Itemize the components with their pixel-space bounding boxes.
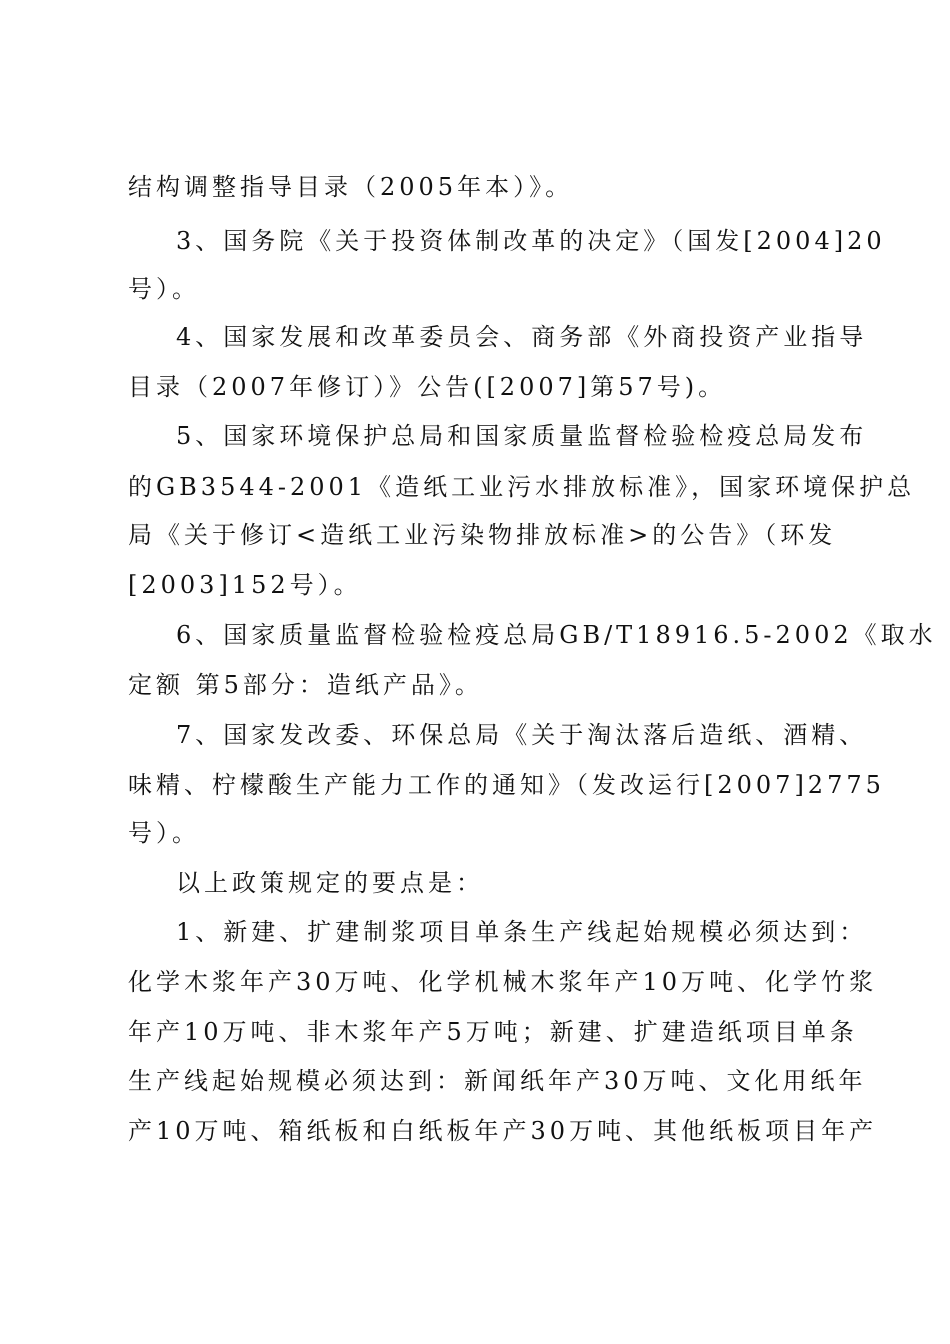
text-line: 目录（2007年修订）》公告([2007]第57号)。 — [128, 373, 727, 401]
text-line: 结构调整指导目录（2005年本）》。 — [128, 173, 574, 201]
text-line: 1、新建、扩建制浆项目单条生产线起始规模必须达到： — [176, 918, 868, 946]
text-line: 以上政策规定的要点是： — [176, 869, 484, 897]
text-line: 号）。 — [128, 275, 200, 303]
text-line: 4、国家发展和改革委员会、商务部《外商投资产业指导 — [176, 323, 868, 351]
text-line: 化学木浆年产30万吨、化学机械木浆年产10万吨、化学竹浆 — [128, 968, 878, 996]
text-line: 定额 第5部分：造纸产品》。 — [128, 671, 483, 699]
text-line: 生产线起始规模必须达到：新闻纸年产30万吨、文化用纸年 — [128, 1067, 867, 1095]
text-line: 号）。 — [128, 819, 200, 847]
text-line: 产10万吨、箱纸板和白纸板年产30万吨、其他纸板项目年产 — [128, 1117, 878, 1145]
text-line: 3、国务院《关于投资体制改革的决定》（国发[2004]20 — [176, 227, 886, 255]
text-line: 7、国家发改委、环保总局《关于淘汰落后造纸、酒精、 — [176, 721, 868, 749]
text-line: 6、国家质量监督检验检疫总局GB/T18916.5-2002《取水 — [176, 621, 937, 649]
text-line: [2003]152号）。 — [128, 571, 362, 599]
text-line: 年产10万吨、非木浆年产5万吨；新建、扩建造纸项目单条 — [128, 1018, 858, 1046]
text-line: 的GB3544-2001《造纸工业污水排放标准》，国家环境保护总 — [128, 473, 916, 501]
text-line: 味精、柠檬酸生产能力工作的通知》（发改运行[2007]2775 — [128, 771, 885, 799]
text-line: 5、国家环境保护总局和国家质量监督检验检疫总局发布 — [176, 422, 868, 450]
text-line: 局《关于修订<造纸工业污染物排放标准>的公告》（环发 — [128, 521, 837, 549]
